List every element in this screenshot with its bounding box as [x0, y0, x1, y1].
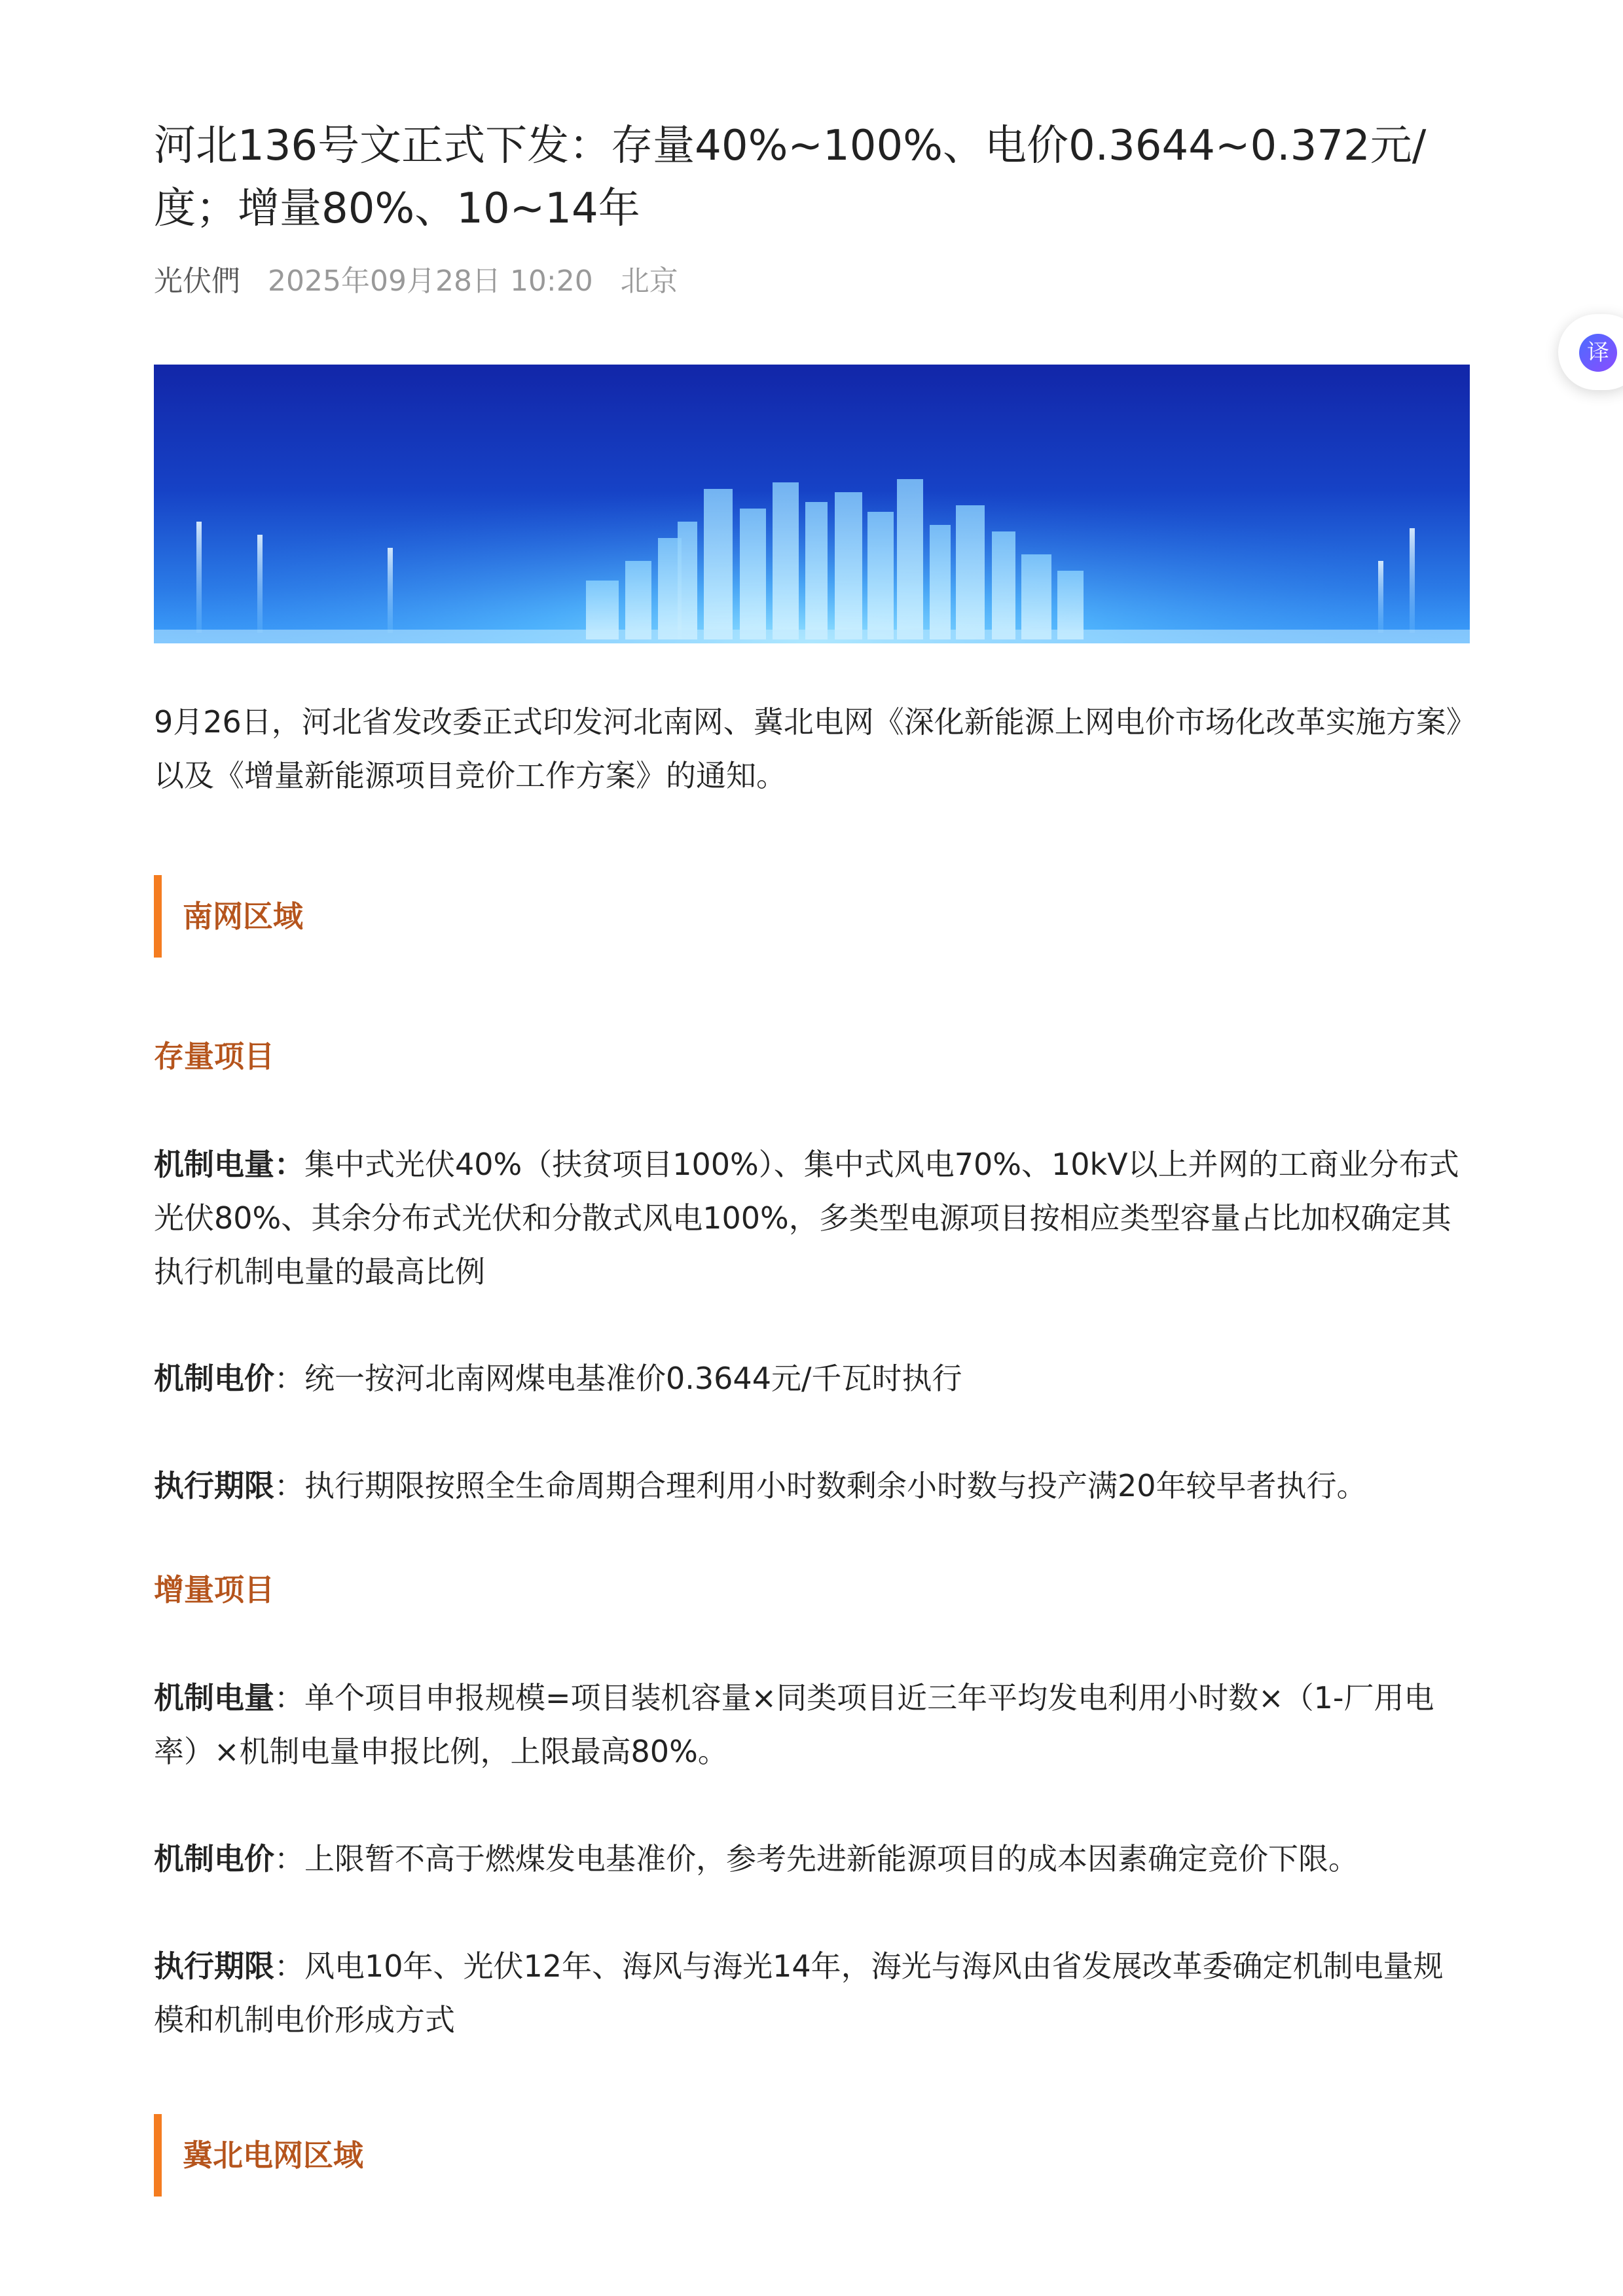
item-label: 机制电价: [154, 1361, 274, 1396]
author-name[interactable]: 光伏們: [154, 264, 240, 298]
new-mechanism-price: [154, 1832, 1470, 1886]
translate-button[interactable]: [1558, 314, 1623, 390]
item-text: ：风电10年、光伏12年、海风与海光14年，海光与海风由省发展改革委确定机制电量规模和机制电价形成方式: [154, 1948, 1444, 2037]
item-text: ：上限暂不高于燃煤发电基准价，参考先进新能源项目的成本因素确定竞价下限。: [274, 1841, 1359, 1876]
article-meta: [154, 260, 678, 302]
accent-bar: [154, 2114, 162, 2197]
stock-mechanism-price: [154, 1352, 1470, 1405]
item-label: 机制电量：: [154, 1147, 304, 1182]
item-text: ：执行期限按照全生命周期合理利用小时数剩余小时数与投产满20年较早者执行。: [274, 1468, 1367, 1503]
stock-mechanism-volume: [154, 1138, 1470, 1299]
hero-image: [154, 365, 1470, 643]
section-heading-south-grid: [154, 875, 809, 958]
item-text: ：单个项目申报规模=项目装机容量×同类项目近三年平均发电利用小时数×（1-厂用电率）×机制电量申报比例，上限最高80%。: [154, 1680, 1434, 1769]
section-title: 南网区域: [183, 899, 303, 934]
new-execution-period: [154, 1939, 1470, 2047]
item-text: 集中式光伏40%（扶贫项目100%）、集中式风电70%、10kV以上并网的工商业分布式光伏80%、其余分布式光伏和分散式风电100%，多类型电源项目按相应类型容量占比加权确定其执行机制电量的最高比例: [154, 1147, 1459, 1289]
publish-date: 2025年09月28日 10:20: [268, 264, 593, 298]
section-title: 冀北电网区域: [183, 2138, 363, 2173]
item-label: 执行期限: [154, 1468, 274, 1503]
item-label: 机制电价: [154, 1841, 274, 1876]
subheading-new-projects: 增量项目: [154, 1572, 274, 1607]
new-mechanism-volume: [154, 1671, 1470, 1778]
city-skyline-illustration: [154, 365, 1470, 643]
item-label: 执行期限: [154, 1948, 274, 1984]
intro-paragraph: 9月26日，河北省发改委正式印发河北南网、冀北电网《深化新能源上网电价市场化改革实施方案》以及《增量新能源项目竞价工作方案》的通知。: [154, 704, 1461, 793]
section-heading-north-grid: [154, 2114, 809, 2197]
subheading-stock-projects: 存量项目: [154, 1039, 274, 1074]
item-text: ：统一按河北南网煤电基准价0.3644元/千瓦时执行: [274, 1361, 962, 1396]
item-label: 机制电量: [154, 1680, 274, 1715]
article-title: 河北136号文正式下发：存量40%~100%、电价0.3644~0.372元/度；增量80%、10~14年: [154, 122, 1427, 233]
translate-icon: 译: [1579, 334, 1617, 372]
stock-execution-period: [154, 1459, 1470, 1513]
accent-bar: [154, 875, 162, 958]
publish-location: 北京: [620, 264, 678, 298]
